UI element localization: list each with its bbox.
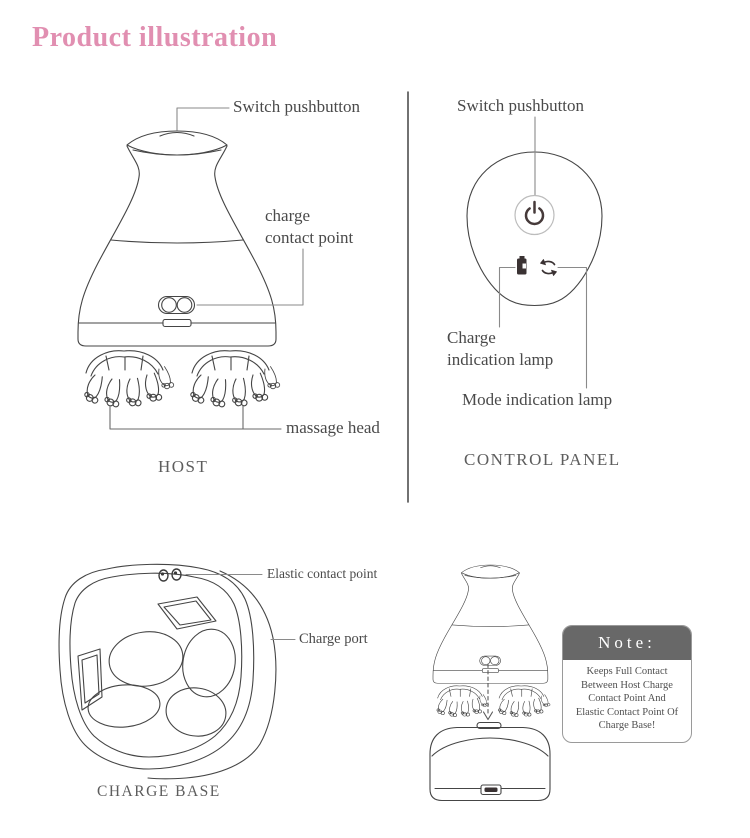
caption-control-panel: CONTROL PANEL	[464, 450, 621, 469]
label-massage-head: massage head	[286, 418, 380, 437]
host-illustration	[78, 108, 303, 429]
switch-pushbutton-leader-line	[177, 108, 229, 130]
label-charge-contact-point	[265, 205, 353, 249]
note-box	[562, 625, 692, 743]
note-line: Contact Point And	[588, 693, 666, 704]
label-charge-indication-lamp	[447, 327, 553, 371]
docking-illustration	[430, 565, 550, 801]
power-icon	[515, 196, 554, 235]
charge-lamp-leader-line	[500, 268, 516, 328]
label-mode-indication-lamp: Mode indication lamp	[462, 390, 613, 409]
label-elastic-contact-point: Elastic contact point	[267, 566, 378, 581]
note-line: Charge Base!	[598, 720, 656, 731]
label-switch-pushbutton-host: Switch pushbutton	[233, 97, 361, 116]
charge-contact-leader-line	[197, 249, 303, 305]
label-charge-contact-line1: charge	[265, 206, 310, 225]
note-body	[563, 660, 691, 733]
note-line: Keeps Full Contact	[586, 666, 668, 677]
mode-cycle-icon	[541, 260, 557, 276]
label-charge-lamp-line2: indication lamp	[447, 350, 554, 369]
charge-base-illustration	[59, 564, 295, 778]
note-line: Between Host Charge	[581, 679, 673, 691]
elastic-contact-points	[159, 569, 181, 581]
label-charge-contact-line2: contact point	[265, 228, 354, 247]
label-charge-lamp-line1: Charge	[447, 328, 496, 347]
caption-charge-base: CHARGE BASE	[97, 783, 221, 800]
note-line: Elastic Contact Point Of	[575, 706, 679, 718]
note-header: Note:	[563, 626, 691, 660]
small-host	[433, 565, 550, 717]
page-title: Product illustration	[32, 22, 278, 53]
mode-lamp-leader-line	[558, 268, 587, 389]
caption-host: HOST	[158, 457, 209, 476]
massage-head-bracket-line	[110, 406, 281, 429]
battery-icon	[517, 256, 527, 275]
side-view-charge-base	[430, 723, 550, 801]
label-charge-port: Charge port	[299, 631, 368, 647]
label-switch-pushbutton-panel: Switch pushbutton	[457, 96, 585, 115]
